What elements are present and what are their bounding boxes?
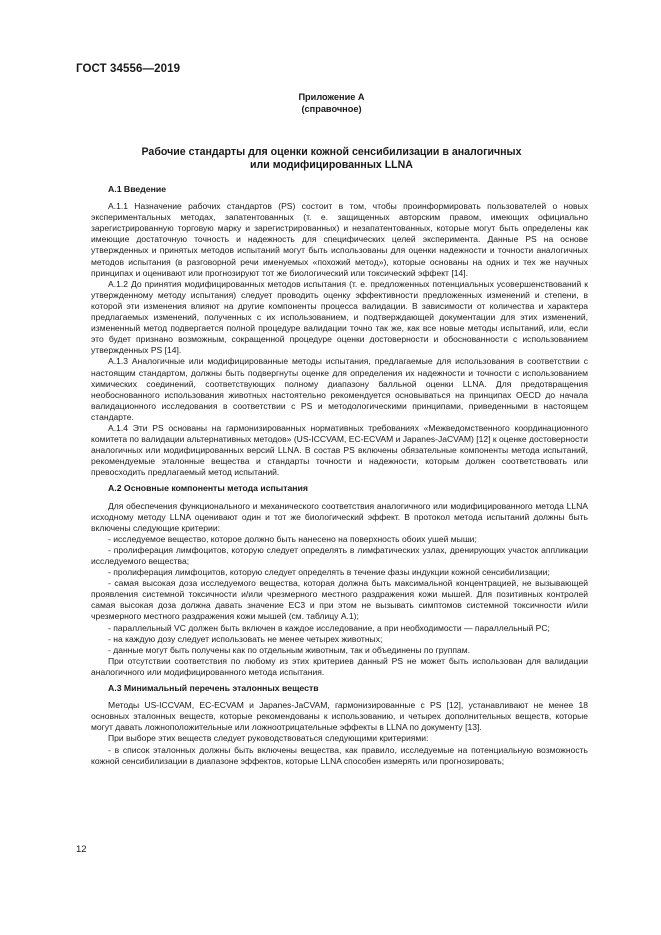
list-item: - в список эталонных должны быть включены вещества, как правило, исследуемые на потенциальную возможность кожной сенсибилизации в диапазоне эффектов, которые LLNA способен измерять или прогнозировать; xyxy=(91,744,588,766)
annex-subtitle: (справочное) xyxy=(301,104,362,114)
page-number: 12 xyxy=(76,844,87,855)
paragraph-a1-3: А.1.3 Аналогичные или модифицированные методы испытания, предлагаемые для использования в соответствии с настоящим стандартом, должны быть подвергнуты оценке для определения их надежности и точности с использованием химических соединений, соответствующих полному диапазону балльной оценки LLNA. Для предотвращения необоснованного использования животных настоятельно рекомендуется основываться на принципах OECD до начала валидационного исследования в соответствии с PS и методологическими принципами, приведенными в настоящем стандарте. xyxy=(91,356,588,422)
paragraph-a1-2: А.1.2 До принятия модифицированных методов испытания (т. е. предложенных потенциальных усовершенствований к утвержденному методу испытания) следует проводить оценку эффективности предложенных изменений и степени, в которой эти изменения влияют на другие компоненты процесса валидации. В зависимости от количества и характера предлагаемых изменений, полученных с их использованием, и подтверждающей документации для этих изменений, измененный метод подвергается полной процедуре валидации точно так же, как все новые методы испытаний, или, если это будет признано возможным, сокращенной процедуре оценки достоверности и обоснованности с использованием утвержденных PS [14]. xyxy=(91,278,588,356)
title-line-1: Рабочие стандарты для оценки кожной сенсибилизации в аналогичных xyxy=(141,146,522,158)
page-title xyxy=(76,146,587,171)
annex-heading xyxy=(76,91,587,115)
title-line-2: или модифицированных LLNA xyxy=(250,158,413,171)
list-item: - данные могут быть получены как по отдельным животным, так и объединены по группам. xyxy=(108,644,470,655)
paragraph-a2-intro: Для обеспечения функционального и механического соответствия аналогичного или модифицированного метода LLNA исходному методу LLNA оценивают один и тот же биологический эффект. В протокол метода испытаний должны быть включены следующие критерии: xyxy=(91,500,588,533)
document-body xyxy=(91,184,588,767)
standard-number: ГОСТ 34556—2019 xyxy=(76,63,181,75)
list-item: - на каждую дозу следует использовать не менее четырех животных; xyxy=(108,633,383,644)
paragraph-a2-closing: При отсутствии соответствия по любому из этих критериев данный PS не может быть использован для валидации аналогичного или модифицированного метода испытания. xyxy=(91,655,588,677)
list-item: - параллельный VC должен быть включен в каждое исследование, а при необходимости — параллельный PC; xyxy=(108,622,550,633)
paragraph-a3-1: Методы US-ICCVAM, EC-ECVAM и Japanes-JaCVAM, гармонизированные с PS [12], устанавливают не менее 18 основных эталонных веществ, которые рекомендованы к использованию, и четырех дополнительных веществ, которые могут давать ложноположительные или ложноотрицательные эффекты в LLNA по документу [13]. xyxy=(91,700,588,733)
annex-title: Приложение А xyxy=(298,92,365,102)
section-heading-a2: А.2 Основные компоненты метода испытания xyxy=(108,483,308,494)
paragraph-a1-4: А.1.4 Эти PS основаны на гармонизированных нормативных требованиях «Межведомственного координационного комитета по валидации альтернативных методов» (US-ICCVAM, EC-ECVAM и Japanes-JaCVAM) [12] к оценке достоверности аналогичных или модифицированных версий LLNA. В состав PS включены обязательные компоненты метода испытаний, рекомендуемые эталонные вещества и стандарты точности и надежности, которым должен соответствовать или превосходить предлагаемый метод испытаний. xyxy=(91,422,588,478)
list-item: - исследуемое вещество, которое должно быть нанесено на поверхность обоих ушей мыши; xyxy=(108,533,477,544)
paragraph-a1-1: А.1.1 Назначение рабочих стандартов (PS) состоит в том, чтобы проинформировать пользователей о новых экспериментальных методах, запатентованных (т. е. защищенных авторским правом, имеющих официально зарегистрированную торговую марку и зарегистрированных) и незапатентованных, которые могут быть определены как имеющие достаточную точность и надежность для специфических целей эксперимента. Данные PS на основе утвержденных и принятых методов испытаний могут быть использованы для оценки надежности и точности аналогичных методов испытания (в разговорной речи именуемых «похожий метод»), которые основаны на одних и тех же научных принципах и оценивают или прогнозируют тот же биологический или токсический эффект [14]. xyxy=(91,201,588,278)
section-heading-a1: А.1 Введение xyxy=(108,184,167,194)
section-heading-a3: А.3 Минимальный перечень эталонных веществ xyxy=(108,683,319,694)
paragraph-a3-2: При выборе этих веществ следует руководствоваться следующими критериями: xyxy=(108,733,429,744)
list-item: - пролиферация лимфоцитов, которую следует определять в течение фазы индукции кожной сенсибилизации; xyxy=(108,567,550,578)
list-item: - самая высокая доза исследуемого вещества, которая должна быть максимальной концентрацией, не вызывающей проявления системной токсичности и/или чрезмерного местного раздражения кожи мышей. Для позитивных контролей самая высокая доза должна давать значение ЕС3 и при этом не вызывать симптомов системной токсичности и/или чрезмерного местного раздражения кожи мышей (см. таблицу А.1); xyxy=(91,578,588,622)
list-item: - пролиферация лимфоцитов, которую следует определять в лимфатических узлах, дренирующих участок аппликации исследуемого вещества; xyxy=(91,544,588,566)
